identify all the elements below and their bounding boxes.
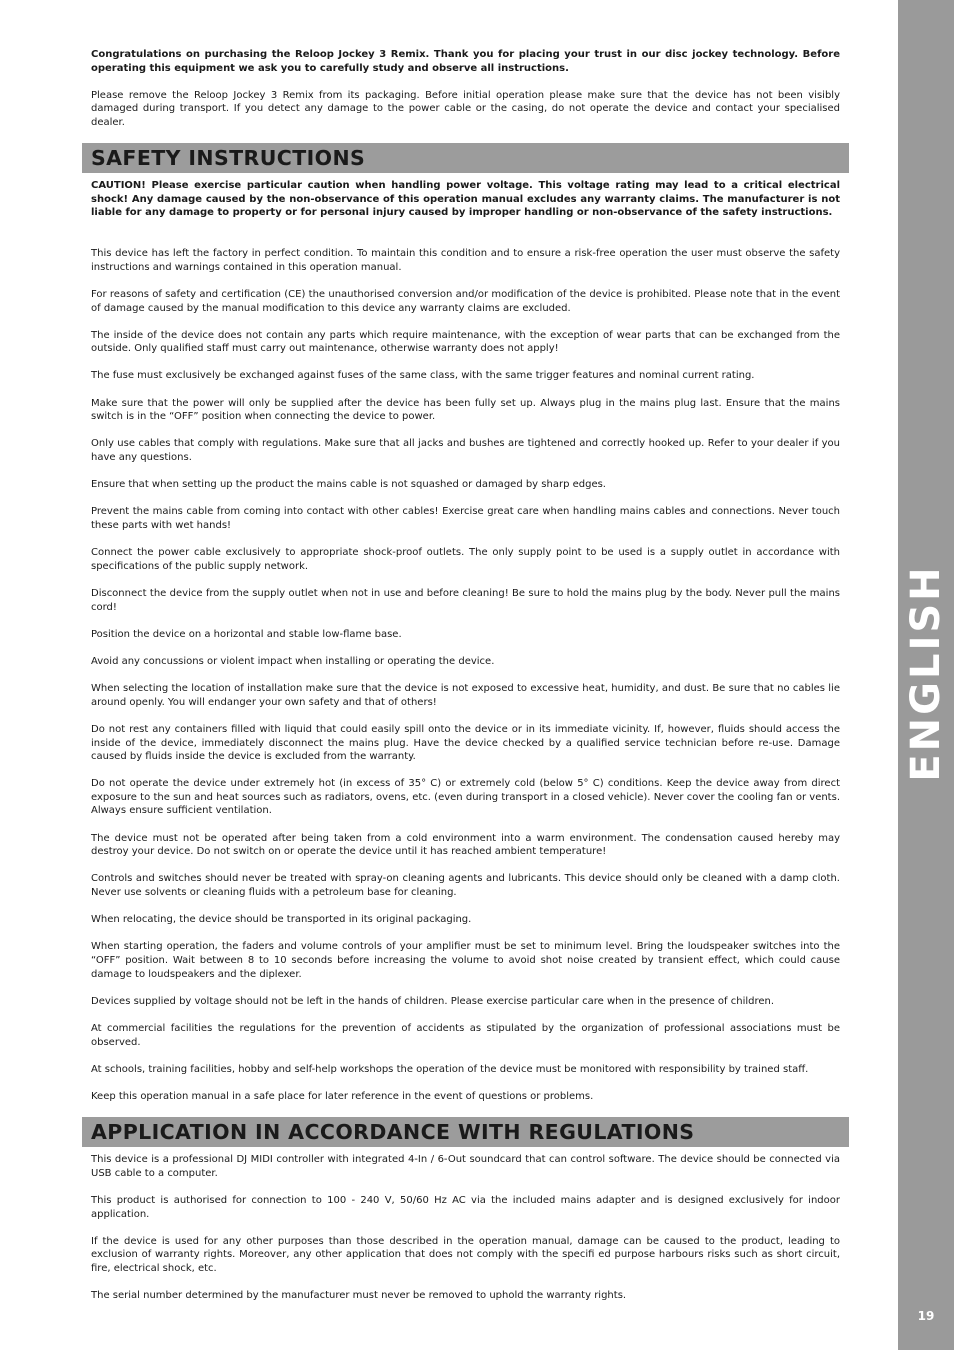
body-paragraph: Connect the power cable exclusively to appropriate shock-proof outlets. The only supply point to be used is a supply outlet in accordance with specifications of the public supply network.: [91, 547, 840, 572]
body-paragraph: The device must not be operated after being taken from a cold environment into a warm environment. The condensation caused hereby may destroy your device. Do not switch on or operate the device until it has reached ambient temperature!: [91, 832, 840, 858]
body-paragraph: This product is authorised for connection to 100 - 240 V, 50/60 Hz AC via the included mains adapter and is designed exclusively for indoor application.: [91, 1194, 840, 1220]
body-paragraph: This device has left the factory in perfect condition. To maintain this condition and to ensure a risk-free operation the user must observe the safety instructions and warnings contained in this operation manual.: [91, 248, 840, 273]
body-paragraph: Do not operate the device under extremely hot (in excess of 35° C) or extremely cold (below 5° C) conditions. Keep the device away from direct exposure to the sun and heat sources such as radiators, ovens, etc. (even during transport in a closed vehicle). Never cover the cooling fan or vents. Always ensure sufficient ventilation.: [91, 778, 840, 817]
body-paragraph: When relocating, the device should be transported in its original packaging.: [91, 914, 472, 926]
body-paragraph: Make sure that the power will only be supplied after the device has been fully set up. Always plug in the mains plug last. Ensure that the mains switch is in the “OFF” position when connecting the device to power.: [91, 397, 840, 423]
body-paragraph: Only use cables that comply with regulations. Make sure that all jacks and bushes are tightened and correctly hooked up. Refer to your dealer if you have any questions.: [91, 438, 840, 464]
body-paragraph: This device is a professional DJ MIDI controller with integrated 4-In / 6-Out soundcard that can control software. The device should be connected via USB cable to a computer.: [91, 1154, 840, 1179]
page-content: [91, 48, 840, 1316]
body-paragraph: At commercial facilities the regulations for the prevention of accidents as stipulated by the organization of professional associations must be observed.: [91, 1022, 840, 1048]
body-paragraph: The serial number determined by the manufacturer must never be removed to uphold the warranty rights.: [91, 1290, 627, 1302]
application-section-title: APPLICATION IN ACCORDANCE WITH REGULATIONS: [91, 1120, 695, 1145]
body-paragraph: If the device is used for any other purposes than those described in the operation manual, damage can be caused to the product, leading to exclusion of warranty rights. Moreover, any other application that does not comply with the specifi ed purpose harbours risks such as short circuit, fire, electrical shock, etc.: [91, 1235, 840, 1274]
body-paragraph: Position the device on a horizontal and stable low-flame base.: [91, 628, 402, 640]
body-paragraph: Prevent the mains cable from coming into contact with other cables! Exercise great care when handling mains cables and connections. Never touch these parts with wet hands!: [91, 506, 840, 531]
body-paragraph: The fuse must exclusively be exchanged against fuses of the same class, with the same trigger features and nominal current rating.: [91, 370, 755, 382]
language-side-tab: [898, 0, 954, 1350]
body-paragraph: The inside of the device does not contain any parts which require maintenance, with the exception of wear parts that can be exchanged from the outside. Only qualified staff must carry out maintenance, otherwise warranty does not apply!: [91, 329, 840, 355]
page-number: 19: [917, 1309, 935, 1323]
body-paragraph: At schools, training facilities, hobby and self-help workshops the operation of the device must be monitored with responsibility by trained staff.: [91, 1063, 809, 1075]
safety-section-title: SAFETY INSTRUCTIONS: [91, 146, 366, 171]
safety-caution: CAUTION! Please exercise particular caution when handling power voltage. This voltage rating may lead to a critical electrical shock! Any damage caused by the non-observance of this operation manual excludes any warranty claims. The manufacturer is not liable for any damage to property or for personal injury caused by improper handling or non-observance of the safety instructions.: [91, 180, 840, 219]
intro-paragraph-2: Please remove the Reloop Jockey 3 Remix from its packaging. Before initial operation please make sure that the device has not been visibly damaged during transport. If you detect any damage to the power cable or the casing, do not operate the device and contact your specialised dealer.: [91, 89, 840, 128]
body-paragraph: Keep this operation manual in a safe place for later reference in the event of questions or problems.: [91, 1090, 594, 1102]
safety-paragraph-list: [91, 247, 840, 1103]
body-paragraph: When selecting the location of installation make sure that the device is not exposed to excessive heat, humidity, and dust. Be sure that no cables lie around openly. You will endanger your own safety and that of others!: [91, 683, 840, 708]
language-label: ENGLISH: [903, 564, 949, 782]
safety-section-header: [82, 143, 849, 173]
application-paragraph-list: [91, 1153, 840, 1303]
body-paragraph: Ensure that when setting up the product the mains cable is not squashed or damaged by sharp edges.: [91, 479, 606, 491]
body-paragraph: Devices supplied by voltage should not be left in the hands of children. Please exercise particular care when in the presence of children.: [91, 995, 775, 1007]
body-paragraph: Disconnect the device from the supply outlet when not in use and before cleaning! Be sure to hold the mains plug by the body. Never pull the mains cord!: [91, 587, 840, 613]
body-paragraph: When starting operation, the faders and volume controls of your amplifier must be set to minimum level. Bring the loudspeaker switches into the “OFF” position. Wait between 8 to 10 seconds before increasing the volume to avoid shot noise created by transient effect, which could cause damage to loudspeakers and the diplexer.: [91, 941, 840, 980]
intro-paragraph-1: Congratulations on purchasing the Reloop Jockey 3 Remix. Thank you for placing your trust in our disc jockey technology. Before operating this equipment we ask you to carefully study and observe all instructions.: [91, 49, 840, 74]
body-paragraph: Do not rest any containers filled with liquid that could easily spill onto the device or in its immediate vicinity. If, however, fluids should access the inside of the device, immediately disconnect the mains plug. Have the device checked by a qualified service technician before re-use. Damage caused by fluids inside the device is excluded from the warranty.: [91, 723, 840, 763]
spacer: [91, 234, 840, 248]
body-paragraph: Avoid any concussions or violent impact when installing or operating the device.: [91, 655, 495, 667]
application-section-header: [82, 1117, 849, 1147]
body-paragraph: For reasons of safety and certification (CE) the unauthorised conversion and/or modification of the device is prohibited. Please note that in the event of damage caused by the manual modification to this device any warranty claims are excluded.: [91, 288, 840, 314]
body-paragraph: Controls and switches should never be treated with spray-on cleaning agents and lubricants. This device should only be cleaned with a damp cloth. Never use solvents or cleaning fluids with a petroleum base for cleaning.: [91, 873, 840, 899]
